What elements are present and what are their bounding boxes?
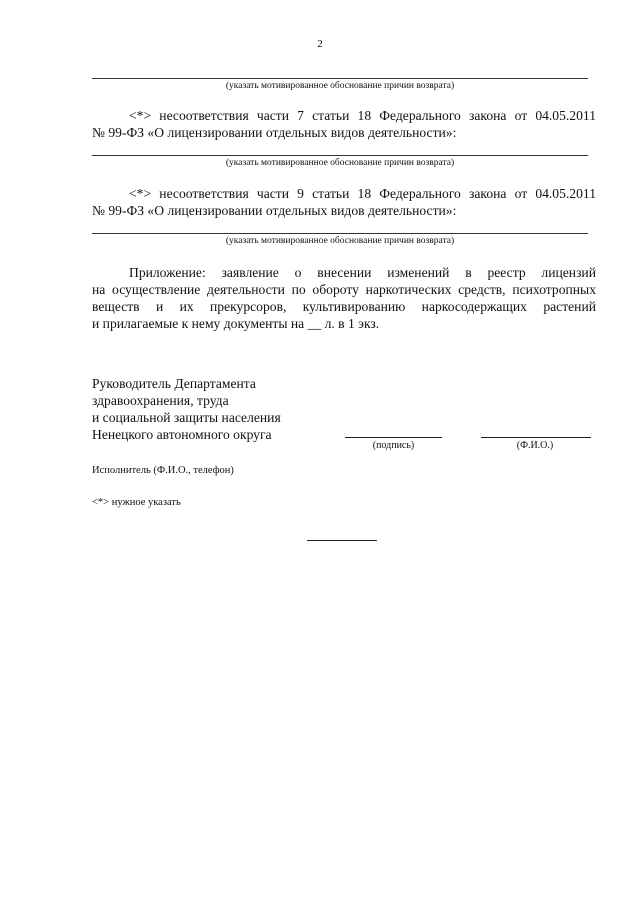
executor-note: Исполнитель (Ф.И.О., телефон) [92,465,234,476]
appendix-line-3: веществ и их прекурсоров, культивированию наркосодержащих растений [92,299,596,314]
end-rule [307,540,377,541]
name-caption: (Ф.И.О.) [516,440,554,451]
paragraph-part-9 [92,185,596,219]
page-number: 2 [317,38,323,50]
signature-line [345,437,442,438]
reason-caption-2: (указать мотивированное обоснование причин возврата) [225,158,455,168]
reason-caption-1: (указать мотивированное обоснование причин возврата) [225,81,455,91]
footnote: <*> нужное указать [92,497,181,508]
signatory-title [92,375,281,443]
reason-line-3 [92,233,588,234]
signatory-line-2: здравоохранения, труда [92,393,229,408]
reason-line-1 [92,78,588,79]
paragraph-part-9-line-2: № 99-ФЗ «О лицензировании отдельных видов деятельности»: [92,203,457,218]
signatory-line-4: Ненецкого автономного округа [92,427,272,442]
signatory-line-1: Руководитель Департамента [92,376,256,391]
reason-line-2 [92,155,588,156]
appendix-paragraph [92,264,596,332]
reason-caption-3: (указать мотивированное обоснование причин возврата) [225,236,455,246]
paragraph-part-9-line-1: <*> несоответствия части 9 статьи 18 Федерального закона от 04.05.2011 [129,186,596,201]
appendix-line-1: Приложение: заявление о внесении изменений в реестр лицензий [129,265,596,280]
paragraph-part-7-line-1: <*> несоответствия части 7 статьи 18 Федерального закона от 04.05.2011 [129,108,596,123]
signatory-line-3: и социальной защиты населения [92,410,281,425]
signature-caption: (подпись) [372,440,415,451]
name-line [481,437,591,438]
paragraph-part-7 [92,107,596,141]
appendix-line-2: на осуществление деятельности по обороту наркотических средств, психотропных [92,282,596,297]
paragraph-part-7-line-2: № 99-ФЗ «О лицензировании отдельных видов деятельности»: [92,125,457,140]
appendix-line-4: и прилагаемые к нему документы на __ л. в 1 экз. [92,316,380,331]
